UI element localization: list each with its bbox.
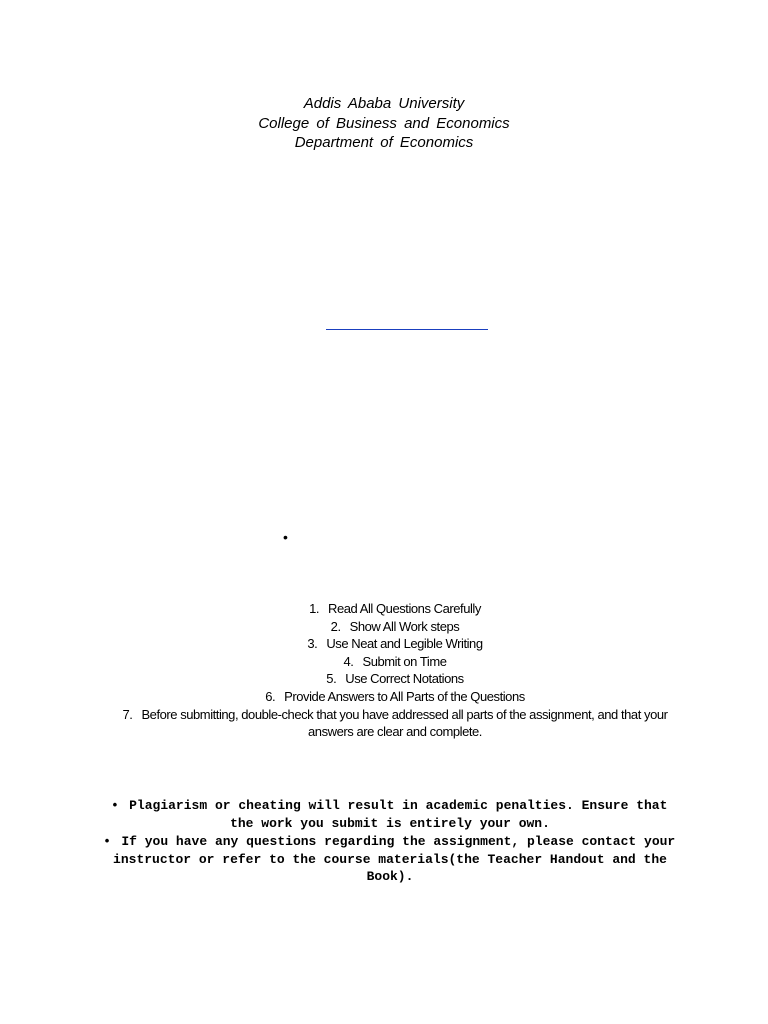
- note-item: [100, 796, 680, 832]
- instruction-item: [110, 618, 680, 636]
- instruction-text: Use Correct Notations: [345, 671, 464, 687]
- instruction-item: [110, 653, 680, 671]
- instruction-item: [110, 670, 680, 688]
- university-name: Addis Ababa University: [303, 95, 465, 112]
- instruction-number: 7.: [122, 706, 133, 722]
- college-name: College of Business and Economics: [258, 114, 510, 132]
- instruction-item: [110, 635, 680, 653]
- instruction-item: [110, 706, 680, 741]
- department-name: Department of Economics: [294, 134, 474, 151]
- instruction-number: 1.: [309, 601, 320, 616]
- notes-list: [100, 796, 680, 886]
- instruction-number: 6.: [265, 688, 276, 704]
- instruction-text: Show All Work steps: [349, 618, 460, 634]
- instruction-item: [110, 688, 680, 706]
- note-text: Plagiarism or cheating will result in academic penalties. Ensure that the work you submit is entirely your own.: [129, 798, 668, 831]
- bullet-marker: •: [283, 529, 288, 545]
- instruction-text: Use Neat and Legible Writing: [326, 636, 483, 652]
- note-text: If you have any questions regarding the assignment, please contact your instructor or refer to the course materials(the Teacher Handout and the Book).: [113, 834, 676, 885]
- instructions-list: [110, 600, 680, 741]
- instruction-number: 4.: [343, 653, 354, 669]
- blank-underline-rule: [326, 329, 488, 330]
- instruction-text: Submit on Time: [362, 653, 447, 669]
- instruction-item: [110, 600, 680, 618]
- instruction-number: 2.: [330, 618, 341, 634]
- note-bullet: •: [112, 797, 118, 812]
- instruction-number: 5.: [326, 671, 337, 687]
- instruction-text: Read All Questions Carefully: [328, 601, 481, 616]
- instruction-number: 3.: [307, 636, 318, 652]
- instruction-text: Before submitting, double-check that you have addressed all parts of the assignment, and that your answers are clear and complete.: [141, 706, 668, 740]
- note-bullet: •: [104, 833, 110, 849]
- note-item: [100, 832, 680, 886]
- instruction-text: Provide Answers to All Parts of the Questions: [284, 688, 525, 704]
- document-header: [0, 94, 768, 153]
